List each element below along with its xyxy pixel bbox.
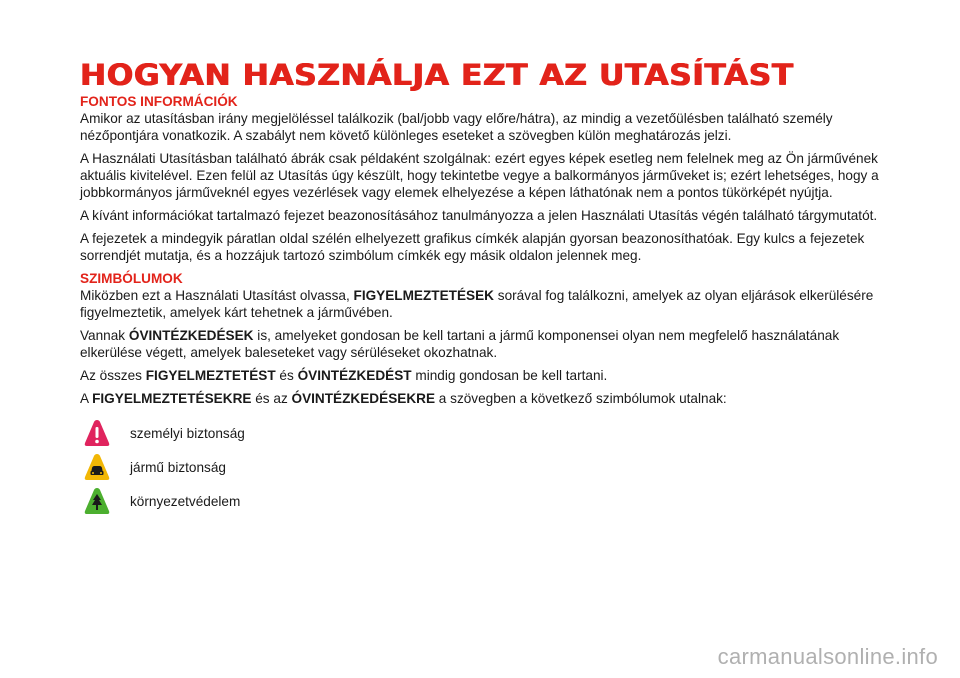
text: a szövegben a következő szimbólumok utalnak: [435,391,727,406]
symbol-item [80,485,880,517]
paragraph [80,287,880,321]
text: Miközben ezt a Használati Utasítást olvassa, [80,288,354,303]
page-title: HOGYAN HASZNÁLJA EZT AZ UTASÍTÁST [80,58,794,92]
paragraph [80,327,880,361]
section-heading-symbols: SZIMBÓLUMOK [80,271,183,286]
personal-safety-icon [83,417,111,449]
text: és [275,368,298,383]
text: mindig gondosan be kell tartani. [411,368,608,383]
text: sorával fog találkozni, amelyek az olyan eljárások elkerülésére figyelmeztetik, amelyek kárt tehetnek a járművében. [80,288,874,320]
emphasis: ÓVINTÉZKEDÉST [297,368,412,383]
emphasis: ÓVINTÉZKEDÉSEK [128,328,254,343]
symbol-label: jármű biztonság [130,459,226,475]
text: A [80,391,93,406]
paragraph [80,390,880,407]
emphasis: FIGYELMEZTETÉSEKRE [92,391,252,406]
symbol-label: személyi biztonság [130,425,245,441]
paragraph: A kívánt információkat tartalmazó fejezet beazonosításához tanulmányozza a jelen Használati Utasítás végén található tárgymutatót. [80,208,878,223]
text: is, amelyeket gondosan be kell tartani a jármű komponensei olyan nem megfelelő használatának elkerülése végett, amelyek baleseteket vagy sérüléseket okozhatnak. [80,328,840,360]
symbol-list [80,417,880,517]
symbol-item [80,451,880,483]
symbol-label: környezetvédelem [130,493,241,509]
emphasis: FIGYELMEZTETÉST [145,368,276,383]
watermark: carmanualsonline.info [717,644,938,669]
paragraph: Amikor az utasításban irány megjelöléssel találkozik (bal/jobb vagy előre/hátra), az mindig a vezetőülésben található személy nézőpontjára vonatkozik. A szabályt nem követő különleges eseteket a szövegben külön meghatározás jelzi. [80,111,833,143]
text: és az [251,391,292,406]
emphasis: FIGYELMEZTETÉSEK [353,288,494,303]
paragraph: A fejezetek a mindegyik páratlan oldal szélén elhelyezett grafikus címkék alapján gyorsan beazonosíthatóak. Egy kulcs a fejezetek sorrendjét mutatja, és a hozzájuk tartozó szimbólum címkék egy másik oldalon jelennek meg. [80,231,865,263]
symbol-item [80,417,880,449]
paragraph [80,367,880,384]
paragraph: A Használati Utasításban található ábrák csak példaként szolgálnak: ezért egyes képek esetleg nem felelnek meg az Ön járművének aktuális kivitelével. Ezen felül az Utasítás úgy készült, hogy tekintetbe vegye a balkormányos járműveket is; ezért lehetséges, hogy a jobbkormányos járműveknél egyes vezérlések vagy elemek elhelyezése a képen láthatónak nem a pontos tükörképét nyújtja. [80,151,879,200]
environment-icon [83,485,111,517]
content [80,93,880,519]
text: Az összes [80,368,146,383]
text: Vannak [80,328,129,343]
emphasis: ÓVINTÉZKEDÉSEKRE [291,391,436,406]
vehicle-safety-icon [83,451,111,483]
section-heading-important: FONTOS INFORMÁCIÓK [80,94,238,109]
